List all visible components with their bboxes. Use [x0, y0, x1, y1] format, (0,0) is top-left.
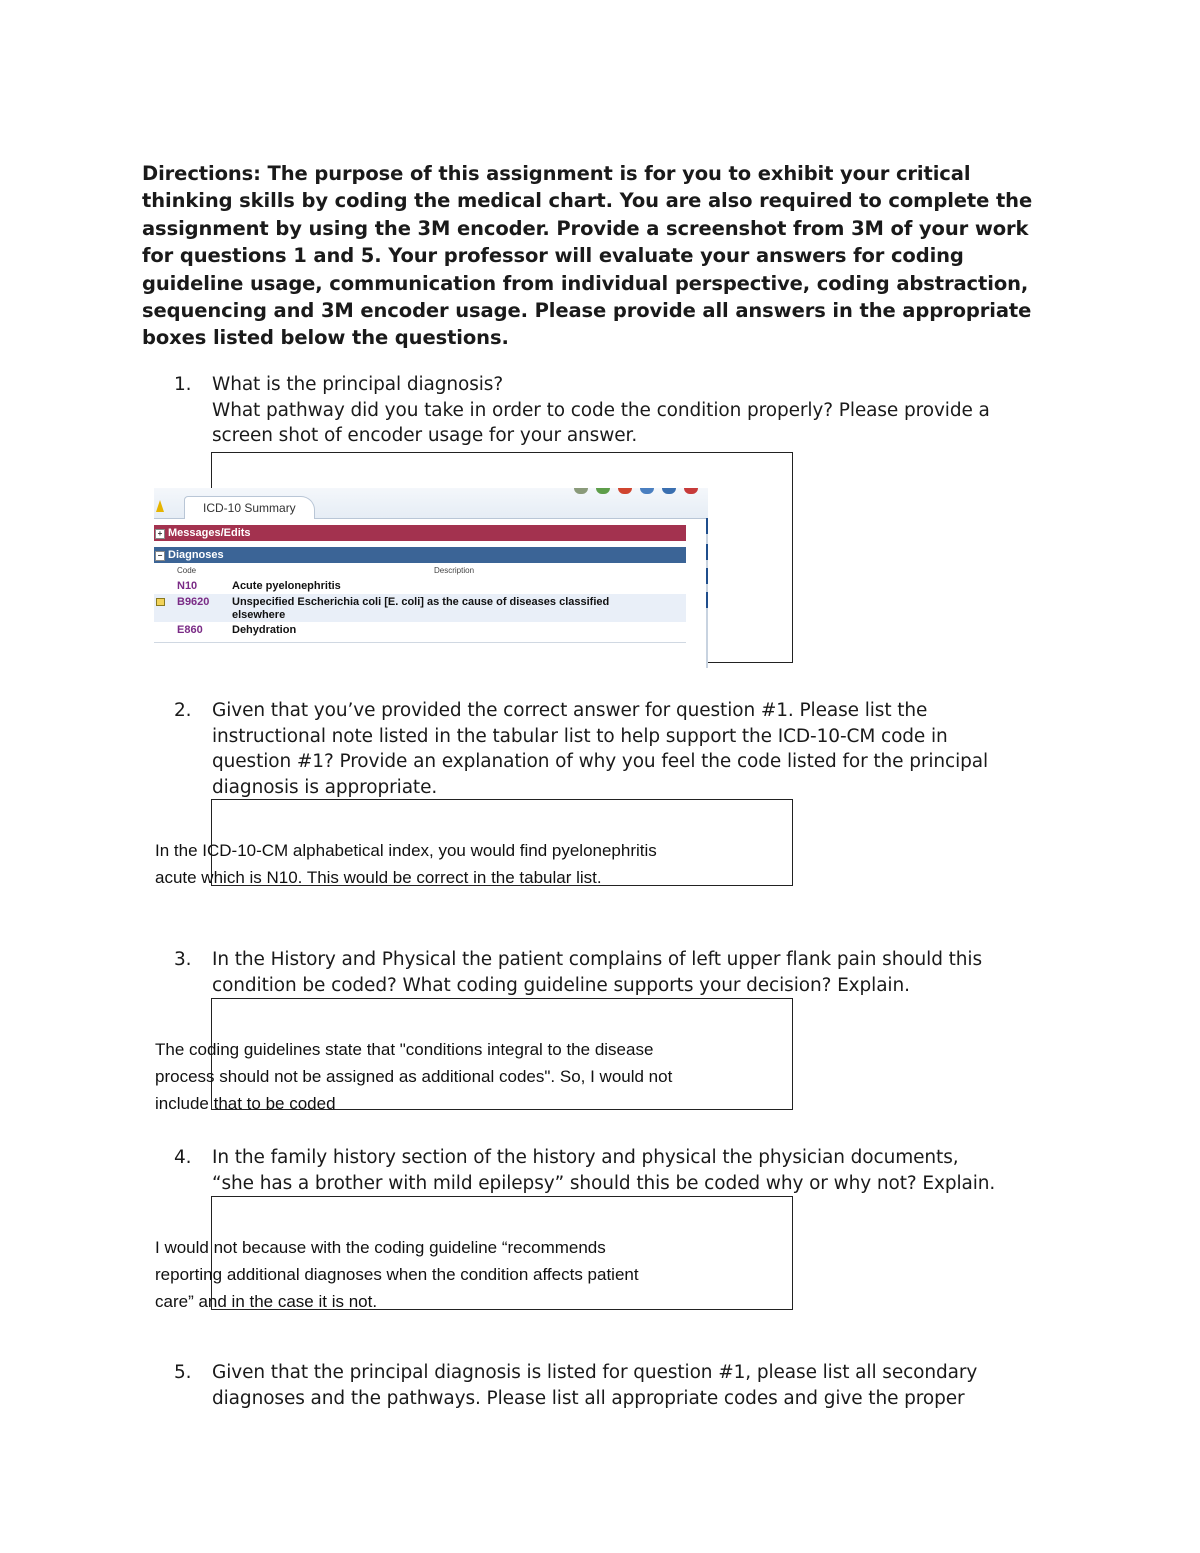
question-text [212, 1360, 1062, 1411]
directions-line: boxes listed below the questions. [142, 326, 509, 350]
diagnosis-row[interactable] [154, 580, 686, 594]
answer-line: acute which is N10. This would be correct in the tabular list. [155, 868, 602, 887]
scroll-marker [706, 592, 708, 608]
toolbar-icons [574, 488, 704, 496]
diagnosis-code: B9620 [177, 596, 210, 608]
question-text [212, 372, 1062, 449]
directions-line: assignment by using the 3M encoder. Provide a screenshot from 3M of your work [142, 216, 1029, 240]
tool-icon[interactable] [640, 488, 654, 494]
answer-text-3 [155, 1036, 672, 1117]
scroll-marker [706, 518, 708, 534]
answer-line: I would not because with the coding guideline “recommends [155, 1238, 606, 1257]
answer-text-2 [155, 837, 657, 891]
messages-edits-bar[interactable] [154, 525, 686, 541]
answer-line: In the ICD-10-CM alphabetical index, you would find pyelonephritis [155, 841, 657, 860]
diagnosis-description: Unspecified Escherichia coli [E. coli] as the cause of diseases classified elsewhere [232, 596, 610, 621]
expand-icon[interactable]: + [155, 529, 165, 539]
answer-line: care” and in the case it is not. [155, 1292, 378, 1311]
question-line: What pathway did you take in order to code the condition properly? Please provide a [212, 399, 990, 421]
question-number: 1. [174, 374, 192, 395]
diagnosis-row[interactable] [154, 594, 686, 622]
question-line: diagnosis is appropriate. [212, 776, 438, 798]
diagnosis-code: E860 [177, 624, 203, 636]
question-line: What is the principal diagnosis? [212, 374, 504, 395]
diagnosis-description: Dehydration [232, 624, 297, 636]
answer-line: include that to be coded [155, 1094, 336, 1113]
question-text [212, 1145, 1062, 1196]
question-number: 2. [174, 700, 192, 721]
question-line: condition be coded? What coding guideline supports your decision? Explain. [212, 974, 910, 996]
question-line: Given that the principal diagnosis is listed for question #1, please list all secondary [212, 1362, 978, 1383]
divider [154, 642, 686, 643]
tool-icon[interactable] [596, 488, 610, 494]
directions-line: guideline usage, communication from individual perspective, coding abstraction, [142, 271, 1029, 295]
question-line: instructional note listed in the tabular list to help support the ICD-10-CM code in [212, 725, 948, 747]
directions-line: for questions 1 and 5. Your professor will evaluate your answers for coding [142, 244, 964, 268]
note-icon[interactable] [156, 598, 165, 606]
question-text [212, 947, 1062, 998]
column-header-description: Description [434, 566, 475, 575]
question-number: 4. [174, 1147, 192, 1168]
answer-line: reporting additional diagnoses when the condition affects patient [155, 1265, 639, 1284]
encoder-tab-bar [154, 488, 708, 519]
scroll-marker [706, 544, 708, 560]
diagnoses-label: Diagnoses [168, 549, 224, 561]
question-line: In the family history section of the history and physical the physician documents, [212, 1147, 959, 1168]
answer-line: process should not be assigned as additional codes". So, I would not [155, 1067, 673, 1086]
question-line: diagnoses and the pathways. Please list all appropriate codes and give the proper [212, 1387, 965, 1409]
directions-paragraph [142, 160, 1052, 352]
directions-line: thinking skills by coding the medical chart. You are also required to complete the [142, 189, 1033, 213]
encoder-screenshot [154, 488, 708, 668]
column-header-code: Code [177, 566, 197, 575]
diagnoses-bar[interactable] [154, 547, 686, 563]
question-line: In the History and Physical the patient complains of left upper flank pain should this [212, 949, 982, 970]
tool-icon[interactable] [574, 488, 588, 494]
question-line: “she has a brother with mild epilepsy” should this be coded why or why not? Explain. [212, 1172, 996, 1194]
tool-icon[interactable] [684, 488, 698, 494]
directions-line: sequencing and 3M encoder usage. Please provide all answers in the appropriate [142, 299, 1032, 323]
question-line: screen shot of encoder usage for your answer. [212, 425, 638, 446]
diagnosis-description: Acute pyelonephritis [232, 580, 341, 592]
question-line: question #1? Provide an explanation of why you feel the code listed for the principal [212, 751, 989, 772]
tab-icd10-summary[interactable]: ICD-10 Summary [184, 496, 315, 519]
messages-edits-label: Messages/Edits [168, 527, 251, 539]
diagnosis-code: N10 [177, 580, 198, 592]
tool-icon[interactable] [618, 488, 632, 494]
question-number: 3. [174, 949, 192, 970]
scroll-marker [706, 568, 708, 584]
question-text [212, 698, 1062, 800]
question-number: 5. [174, 1362, 192, 1383]
question-line: Given that you’ve provided the correct answer for question #1. Please list the [212, 700, 928, 721]
diagnosis-row[interactable] [154, 624, 686, 638]
answer-text-4 [155, 1234, 639, 1315]
warning-icon [156, 500, 164, 512]
answer-line: The coding guidelines state that "conditions integral to the disease [155, 1040, 654, 1059]
collapse-icon[interactable]: − [155, 551, 165, 561]
directions-line: Directions: The purpose of this assignment is for you to exhibit your critical [142, 162, 971, 185]
tool-icon[interactable] [662, 488, 676, 494]
